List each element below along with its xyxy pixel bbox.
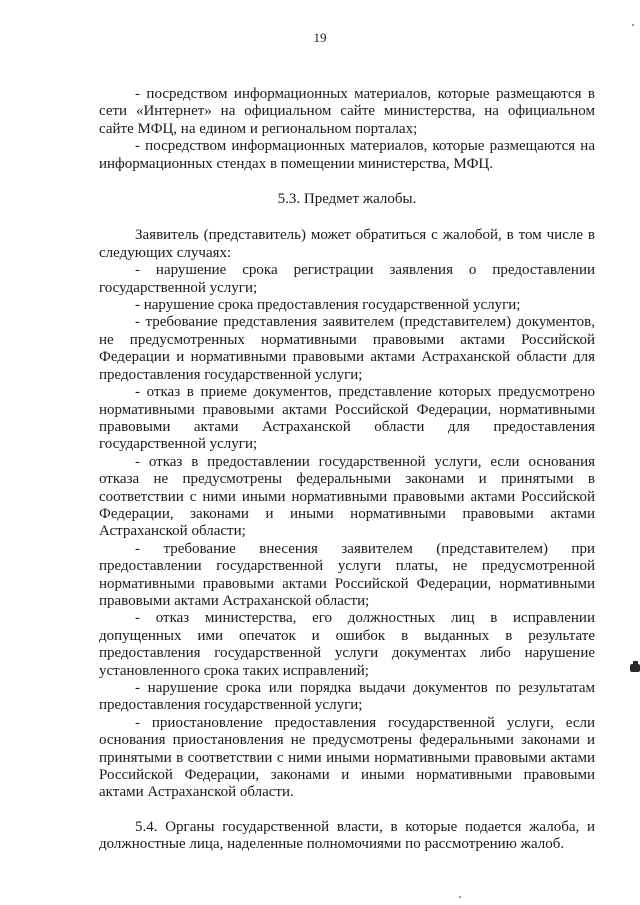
case-item: - нарушение срока регистрации заявления о предоставлении государственной услуги;: [99, 262, 595, 296]
paragraph-gap: [99, 802, 595, 819]
case-item: - отказ в приеме документов, представление которых предусмотрено нормативными правовыми актами Российской Федерации, нормативными правовыми актами Астраханской области для предоставления государственной услуги;: [99, 384, 595, 453]
paragraph-intro: Заявитель (представитель) может обратиться с жалобой, в том числе в следующих случаях:: [99, 227, 595, 261]
scan-margin-mark: [630, 664, 640, 672]
document-body: [99, 86, 595, 854]
scan-dot: [632, 24, 634, 26]
section-heading-5-3: 5.3. Предмет жалобы.: [277, 191, 417, 208]
paragraph-info-internet: - посредством информационных материалов, которые размещаются в сети «Интернет» на официальном сайте министерства, на официальном сайте МФЦ, на едином и региональном порталах;: [99, 86, 595, 137]
case-item: - требование представления заявителем (представителем) документов, не предусмотренных нормативными правовыми актами Российской Федерации и нормативными правовыми актами Астраханской области для предоставления государственной услуги;: [99, 314, 595, 383]
section-paragraph-5-4: 5.4. Органы государственной власти, в которые подается жалоба, и должностные лица, наделенные полномочиями по рассмотрению жалоб.: [99, 818, 595, 853]
case-item: - отказ министерства, его должностных лиц в исправлении допущенных ими опечаток и ошибок в выданных в результате предоставления государственной услуги документах либо нарушение установленного срока таких исправлений;: [99, 610, 595, 679]
case-item: - нарушение срока предоставления государственной услуги;: [135, 297, 521, 314]
paragraph-info-stands: - посредством информационных материалов, которые размещаются на информационных стендах в помещении министерства, МФЦ.: [99, 138, 595, 172]
case-item: - требование внесения заявителем (представителем) при предоставлении государственной услуги платы, не предусмотренной нормативными правовыми актами Российской Федерации, нормативными правовыми актами Астраханской области;: [99, 540, 595, 609]
case-item: - приостановление предоставления государственной услуги, если основания приостановления не предусмотрены федеральными законами и принятыми в соответствии с ними иными нормативными правовыми актами Российской Федерации, законами и иными нормативными правовыми актами Астраханской области.: [99, 714, 595, 801]
scan-dot: [459, 896, 461, 898]
case-item: - отказ в предоставлении государственной услуги, если основания отказа не предусмотрены федеральными законами и принятыми в соответствии с ними иными нормативными правовыми актами Российской Федерации, законами и иными нормативными правовыми актами Астраханской области;: [99, 453, 595, 540]
case-item: - нарушение срока или порядка выдачи документов по результатам предоставления государственной услуги;: [99, 680, 595, 714]
page-number: 19: [313, 30, 327, 45]
